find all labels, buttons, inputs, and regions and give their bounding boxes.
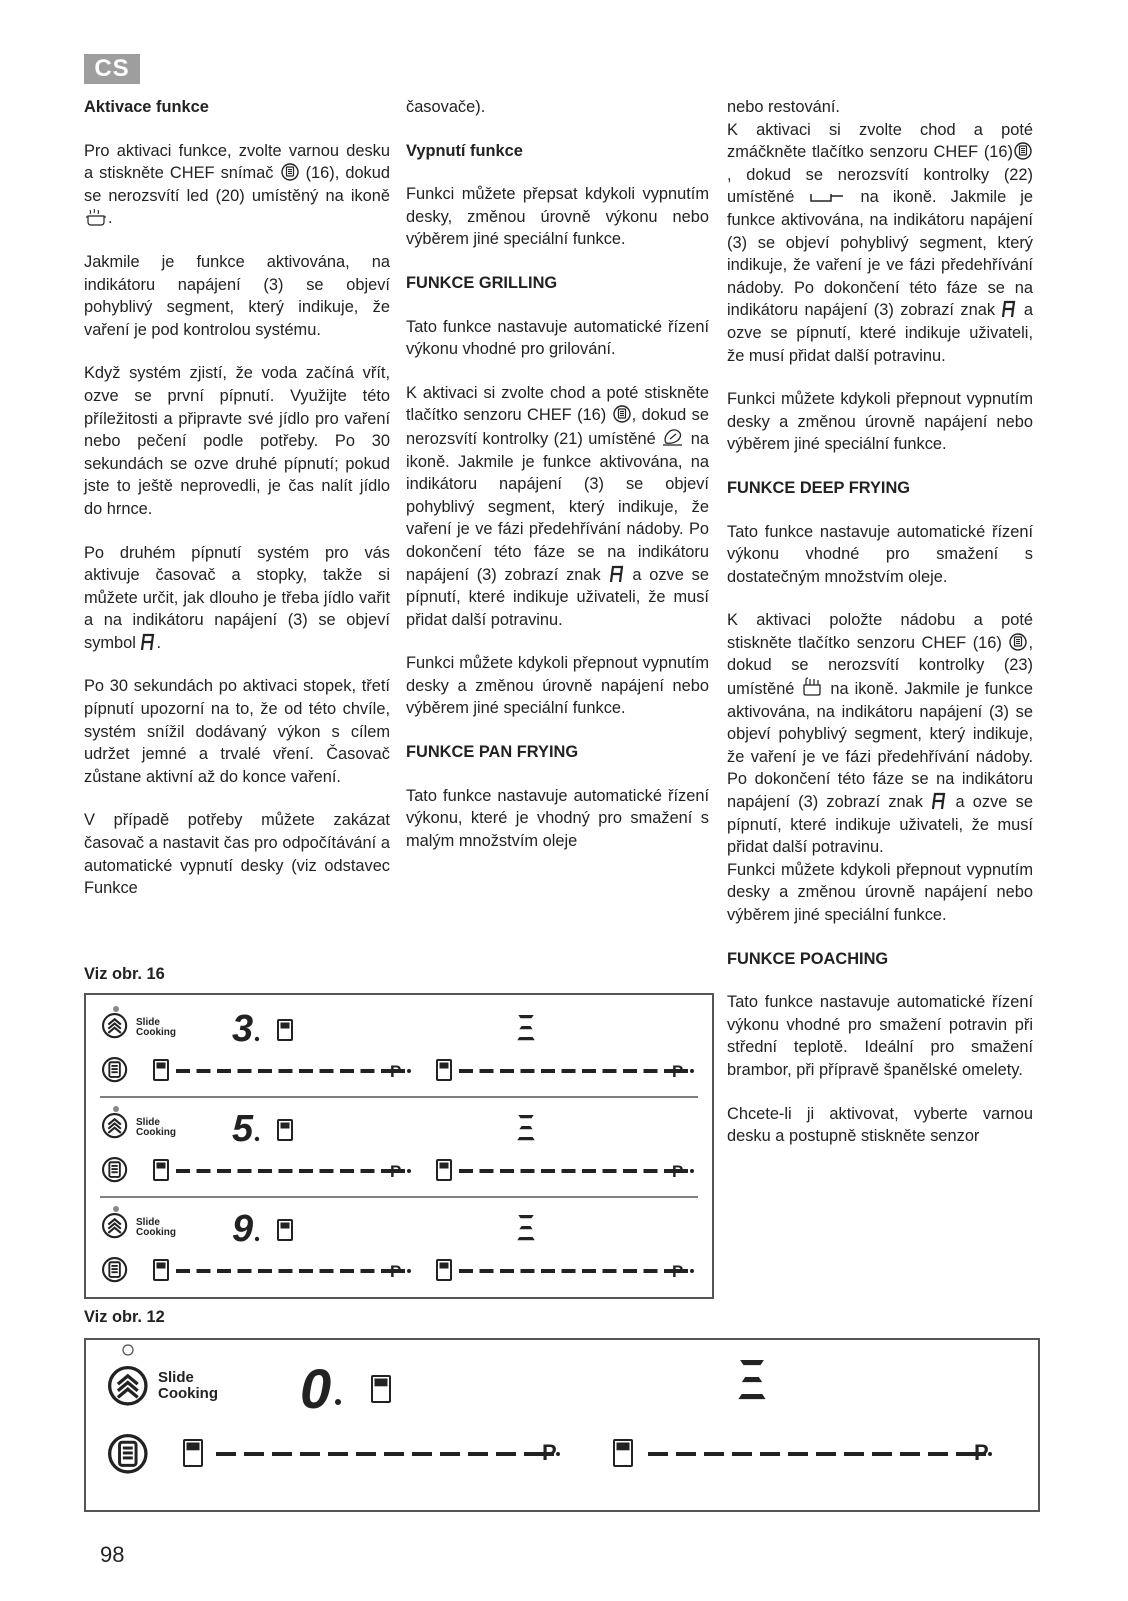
slide-label-line2: Cooking: [136, 1227, 176, 1238]
decimal-dot: [335, 1399, 341, 1405]
zone-display-icon: [154, 1060, 168, 1080]
power-segment: [732, 1452, 752, 1456]
chef-button-icon: [103, 1258, 126, 1281]
power-segment: [299, 1269, 313, 1273]
slide-cooking-icon: [103, 1014, 126, 1037]
slide-cooking-icon: [103, 1214, 126, 1237]
power-segment: [176, 1069, 190, 1073]
power-segment: [258, 1069, 272, 1073]
paragraph: časovače).: [406, 98, 486, 116]
power-segment: [459, 1069, 473, 1073]
chef-sensor-icon: [613, 405, 631, 423]
text-column-1: [84, 96, 390, 900]
power-dot: [407, 1069, 411, 1073]
paragraph: V případě potřeby můžete zakázat časovač a nastavit čas pro odpočítávání a automatické vypnutí desky (viz odstavec Funkce: [84, 811, 390, 898]
power-segment: [562, 1169, 576, 1173]
power-segment: [384, 1452, 404, 1456]
power-segment: [340, 1269, 354, 1273]
paragraph: Chcete-li ji aktivovat, vyberte varnou desku a postupně stiskněte senzor: [727, 1104, 1033, 1146]
segment-a-symbol-icon: [932, 792, 946, 810]
power-segment: [258, 1169, 272, 1173]
power-segment: [340, 1169, 354, 1173]
power-boost-label: P: [672, 1162, 684, 1181]
pan-icon: [809, 191, 845, 205]
power-segment: [844, 1452, 864, 1456]
figure-caption: Viz obr. 12: [84, 1308, 165, 1326]
zone-display-icon: [154, 1260, 168, 1280]
segment-a-symbol-icon: [610, 565, 624, 583]
power-segment: [500, 1269, 514, 1273]
decimal-dot: [255, 1137, 259, 1141]
power-level-digit: 5: [232, 1108, 254, 1150]
paragraph: Tato funkce nastavuje automatické řízení výkonu vhodné pro smažení s dostatečným množstvím oleje.: [727, 522, 1033, 586]
power-segment: [541, 1169, 555, 1173]
power-segment: [361, 1069, 375, 1073]
zone-display-icon: [614, 1440, 632, 1466]
power-segment: [541, 1269, 555, 1273]
power-segment: [197, 1269, 211, 1273]
power-boost-label: P: [672, 1262, 684, 1281]
slide-label-line2: Cooking: [136, 1127, 176, 1138]
power-segment: [238, 1169, 252, 1173]
power-segment: [623, 1069, 637, 1073]
power-boost-label: P: [390, 1162, 402, 1181]
power-segment: [244, 1452, 264, 1456]
slide-cooking-icon: [110, 1368, 146, 1404]
control-panel-diagram: [86, 995, 712, 1297]
power-segment: [258, 1269, 272, 1273]
slide-label-line1: Slide: [136, 1217, 160, 1228]
power-segment: [238, 1269, 252, 1273]
timer-display-icon: [278, 1220, 292, 1240]
power-segment: [521, 1069, 535, 1073]
power-segment: [496, 1452, 516, 1456]
power-segment: [217, 1269, 231, 1273]
slide-label-line1: Slide: [136, 1117, 160, 1128]
paragraph: K aktivaci si zvolte chod a poté zmáčkněte tlačítko senzoru CHEF (16), dokud se nerozsvítí kontrolky (22) umístěné na ikoně. Jakmile je funkce aktivována, na indikátoru napájení (3) se objeví pohyblivý segment, který indikuje, že vaření je ve fázi předehřívání nádoby. Po dokončení této fáze se na indikátoru napájení (3) zobrazí znak a ozve se pípnutí, které indikuje uživateli, že musí přidat další potravinu.: [727, 120, 1033, 365]
status-led: [113, 1006, 119, 1012]
slide-label-line2: Cooking: [158, 1385, 218, 1402]
section-heading: Aktivace funkce: [84, 98, 209, 116]
power-segment: [562, 1069, 576, 1073]
zone-indicator-icon: [517, 1215, 535, 1240]
power-segment: [279, 1169, 293, 1173]
power-level-bar: [459, 1269, 694, 1273]
power-segment: [176, 1269, 190, 1273]
power-segment: [623, 1169, 637, 1173]
power-segment: [816, 1452, 836, 1456]
paragraph: Pro aktivaci funkce, zvolte varnou desku a stiskněte CHEF snímač (16), dokud se nerozsvítí led (20) umístěný na ikoně .: [84, 141, 390, 228]
power-segment: [603, 1069, 617, 1073]
power-segment: [480, 1069, 494, 1073]
decimal-dot: [255, 1237, 259, 1241]
power-dot: [690, 1069, 694, 1073]
power-segment: [299, 1169, 313, 1173]
power-segment: [582, 1269, 596, 1273]
power-dot: [690, 1169, 694, 1173]
decimal-dot: [255, 1037, 259, 1041]
segment-a-symbol-icon: [141, 633, 155, 651]
power-level-bar: [216, 1452, 560, 1456]
chef-button-icon: [110, 1436, 146, 1472]
power-segment: [197, 1169, 211, 1173]
page-number: 98: [100, 1542, 125, 1567]
power-segment: [459, 1169, 473, 1173]
power-segment: [582, 1069, 596, 1073]
power-segment: [361, 1269, 375, 1273]
section-heading: FUNKCE GRILLING: [406, 273, 558, 292]
paragraph: Tato funkce nastavuje automatické řízení výkonu vhodné pro smažení potravin při střední teplotě. Ideální pro smažení brambor, při přípravě španělské omelety.: [727, 993, 1033, 1079]
power-segment: [541, 1069, 555, 1073]
power-segment: [521, 1269, 535, 1273]
power-segment: [623, 1269, 637, 1273]
power-segment: [440, 1452, 460, 1456]
power-boost-label: P: [672, 1062, 684, 1081]
power-segment: [760, 1452, 780, 1456]
paragraph: K aktivaci si zvolte chod a poté stiskněte tlačítko senzoru CHEF (16) , dokud se nerozsvítí kontrolky (21) umístěné na ikoně. Jakmile je funkce aktivována, na indikátoru napájení (3) se objeví pohyblivý segment, který indikuje, že vaření je ve fázi předehřívání nádoby. Po dokončení této fáze se na indikátoru napájení (3) zobrazí znak a ozve se pípnutí, které indikuje uživateli, že musí přidat další potravinu.: [406, 383, 709, 629]
power-segment: [279, 1069, 293, 1073]
power-boost-label: P: [542, 1440, 557, 1465]
grill-icon: [662, 427, 684, 447]
chef-button-icon: [103, 1158, 126, 1181]
timer-display-icon: [278, 1020, 292, 1040]
power-dot: [407, 1269, 411, 1273]
chef-sensor-icon: [281, 163, 299, 181]
section-heading: FUNKCE DEEP FRYING: [727, 478, 911, 497]
paragraph: Tato funkce nastavuje automatické řízení výkonu, které je vhodný pro smažení s malým množstvím oleje: [406, 786, 709, 850]
power-level-bar: [459, 1169, 694, 1173]
section-heading: Vypnutí funkce: [406, 141, 523, 160]
zone-display-icon: [437, 1160, 451, 1180]
power-segment: [197, 1069, 211, 1073]
power-segment: [603, 1169, 617, 1173]
slide-label-line2: Cooking: [136, 1027, 176, 1038]
power-segment: [788, 1452, 808, 1456]
section-heading: FUNKCE PAN FRYING: [406, 743, 579, 762]
chef-sensor-icon: [1009, 633, 1027, 651]
power-segment: [480, 1269, 494, 1273]
power-level-bar: [459, 1069, 694, 1073]
power-segment: [644, 1269, 658, 1273]
power-segment: [217, 1169, 231, 1173]
power-boost-label: P: [390, 1062, 402, 1081]
power-segment: [216, 1452, 236, 1456]
text-column-2: [406, 96, 709, 852]
paragraph: Po 30 sekundách po aktivaci stopek, třetí pípnutí upozorní na to, že od této chvíle, systém snížil dodávaný výkon s cílem udržet jemné a trvalé vření. Časovač zůstane aktivní až do konce vaření.: [84, 677, 390, 786]
power-level-bar: [176, 1169, 411, 1173]
slide-label-line1: Slide: [158, 1369, 194, 1386]
control-panel-figure-12: [84, 1338, 1040, 1512]
power-level-digit: 0: [300, 1357, 332, 1420]
zone-indicator-icon: [517, 1115, 535, 1140]
text-column-3: [727, 96, 1033, 1148]
power-segment: [500, 1169, 514, 1173]
zone-display-icon: [184, 1440, 202, 1466]
power-level-bar: [176, 1069, 411, 1073]
paragraph: Funkci můžete přepsat kdykoli vypnutím desky, změnou úrovně výkonu nebo výběrem jiné speciální funkce.: [406, 185, 709, 249]
power-segment: [468, 1452, 488, 1456]
zone-display-icon: [437, 1260, 451, 1280]
power-segment: [361, 1169, 375, 1173]
power-segment: [340, 1069, 354, 1073]
paragraph: Jakmile je funkce aktivována, na indikátoru napájení (3) se objeví pohyblivý segment, který indikuje, že vaření je pod kontrolou systému.: [84, 252, 390, 339]
power-segment: [562, 1269, 576, 1273]
segment-a-symbol-icon: [1002, 300, 1016, 318]
power-level-bar: [176, 1269, 411, 1273]
figure-caption: Viz obr. 16: [84, 965, 165, 983]
power-segment: [299, 1069, 313, 1073]
power-segment: [648, 1452, 668, 1456]
power-segment: [676, 1452, 696, 1456]
status-led: [113, 1106, 119, 1112]
power-segment: [521, 1169, 535, 1173]
section-heading: FUNKCE POACHING: [727, 949, 889, 968]
zone-display-icon: [437, 1060, 451, 1080]
status-led: [123, 1345, 133, 1355]
paragraph: Funkci můžete kdykoli přepnout vypnutím desky a změnou úrovně napájení nebo výběrem jiné speciální funkce.: [727, 860, 1033, 924]
power-level-bar: [648, 1452, 992, 1456]
power-segment: [459, 1269, 473, 1273]
power-segment: [704, 1452, 724, 1456]
power-segment: [320, 1269, 334, 1273]
power-segment: [320, 1069, 334, 1073]
slide-label-line1: Slide: [136, 1017, 160, 1028]
power-segment: [872, 1452, 892, 1456]
power-segment: [320, 1169, 334, 1173]
paragraph: Tato funkce nastavuje automatické řízení výkonu vhodné pro grilování.: [406, 317, 709, 359]
power-segment: [279, 1269, 293, 1273]
zone-indicator-icon: [738, 1360, 765, 1399]
power-dot: [690, 1269, 694, 1273]
paragraph: Funkci můžete kdykoli přepnout vypnutím desky a změnou úrovně napájení nebo výběrem jiné speciální funkce.: [406, 654, 709, 718]
power-segment: [582, 1169, 596, 1173]
control-panel-diagram: [86, 1340, 1038, 1510]
fryer-basket-icon: [801, 677, 823, 697]
power-segment: [328, 1452, 348, 1456]
power-segment: [603, 1269, 617, 1273]
paragraph: Po druhém pípnutí systém pro vás aktivuje časovač a stopky, takže si můžete určit, jak dlouho je třeba jídlo vařit a na indikátoru napájení (3) se objeví symbol .: [84, 543, 390, 652]
power-dot: [407, 1169, 411, 1173]
power-boost-label: P: [390, 1262, 402, 1281]
chef-sensor-icon: [1014, 142, 1032, 160]
control-panel-figure-16: [84, 993, 714, 1299]
power-segment: [217, 1069, 231, 1073]
paragraph: K aktivaci položte nádobu a poté stiskněte tlačítko senzoru CHEF (16) , dokud se nerozsvítí kontrolky (23) umístěné na ikoně. Jakmile je funkce aktivována, na indikátoru napájení (3) se objeví pohyblivý segment, který indikuje, že vaření je ve fázi předehřívání nádoby. Po dokončení této fáze se na indikátoru napájení (3) zobrazí znak a ozve se pípnutí, které indikuje uživateli, že musí přidat další potravinu.: [727, 611, 1034, 857]
power-segment: [644, 1069, 658, 1073]
power-segment: [928, 1452, 948, 1456]
paragraph: nebo restování.: [727, 98, 840, 116]
power-segment: [412, 1452, 432, 1456]
power-segment: [480, 1169, 494, 1173]
status-led: [113, 1206, 119, 1212]
power-segment: [900, 1452, 920, 1456]
language-badge: CS: [84, 54, 140, 84]
paragraph: Funkci můžete kdykoli přepnout vypnutím desky a změnou úrovně napájení nebo výběrem jiné speciální funkce.: [727, 390, 1033, 454]
boiling-pot-icon: [85, 208, 107, 226]
chef-button-icon: [103, 1058, 126, 1081]
power-segment: [176, 1169, 190, 1173]
timer-display-icon: [278, 1120, 292, 1140]
power-segment: [644, 1169, 658, 1173]
power-segment: [272, 1452, 292, 1456]
zone-indicator-icon: [517, 1015, 535, 1040]
power-segment: [356, 1452, 376, 1456]
power-level-digit: 3: [232, 1008, 254, 1050]
power-boost-label: P: [974, 1440, 989, 1465]
power-segment: [300, 1452, 320, 1456]
slide-cooking-icon: [103, 1114, 126, 1137]
timer-display-icon: [372, 1376, 390, 1402]
zone-display-icon: [154, 1160, 168, 1180]
power-segment: [238, 1069, 252, 1073]
power-level-digit: 9: [232, 1208, 254, 1250]
power-segment: [500, 1069, 514, 1073]
paragraph: Když systém zjistí, že voda začíná vřít, ozve se první pípnutí. Využijte této příležitosti a připravte své jídlo pro vaření nebo pečení podle potřeby. Po 30 sekundách se ozve druhé pípnutí; pokud jste to ještě neprovedli, je čas nalít jídlo do hrnce.: [84, 364, 390, 518]
